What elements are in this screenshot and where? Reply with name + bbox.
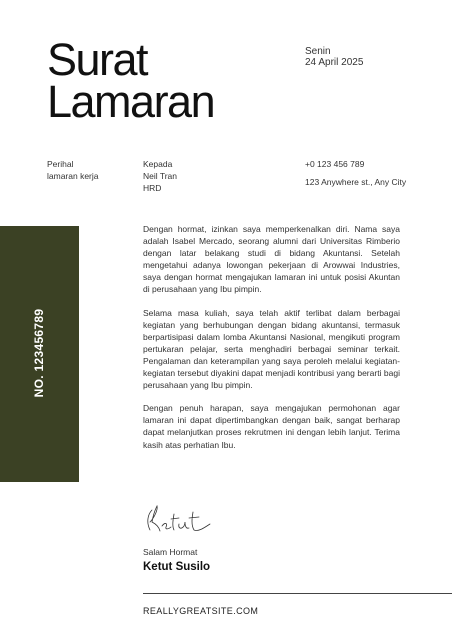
letter-number: NO. 123456789 bbox=[32, 308, 46, 398]
subject-value: lamaran kerja bbox=[47, 171, 99, 181]
title-line-1: Surat bbox=[47, 34, 148, 85]
contact-phone: +0 123 456 789 bbox=[305, 159, 365, 169]
contact-address: 123 Anywhere st., Any City bbox=[305, 177, 407, 187]
page-title bbox=[47, 34, 215, 127]
letter-body bbox=[143, 223, 400, 462]
website-link[interactable]: REALLYGREATSITE.COM bbox=[143, 606, 259, 616]
closing-salutation: Salam Hormat bbox=[143, 547, 198, 557]
recipient-label: Kepada bbox=[143, 159, 173, 169]
date-block bbox=[305, 46, 363, 68]
sender-name: Ketut Susilo bbox=[143, 561, 211, 573]
subject-label: Perihal bbox=[47, 159, 74, 169]
signature bbox=[138, 500, 218, 536]
recipient-block bbox=[143, 158, 177, 194]
subject-block bbox=[47, 158, 99, 182]
date-value: 24 April 2025 bbox=[305, 57, 364, 68]
body-paragraph-3: Dengan penuh harapan, saya mengajukan permohonan agar lamaran ini dapat dipertimbangkan dengan baik, sangat berharap dapat melanjutkan proses rekrutmen ini dengan lebih lanjut. Terima kasih atas perhatian Ibu. bbox=[143, 403, 400, 450]
date-day: Senin bbox=[305, 46, 331, 57]
recipient-role: HRD bbox=[143, 183, 162, 193]
recipient-name: Neil Tran bbox=[143, 171, 178, 181]
footer-divider bbox=[143, 593, 452, 594]
title-line-2: Lamaran bbox=[47, 76, 215, 127]
contact-block bbox=[305, 158, 415, 188]
body-paragraph-2: Selama masa kuliah, saya telah aktif terlibat dalam berbagai kegiatan yang berhubungan dengan bidang akuntansi, termasuk berpartisipasi dalam lomba Akuntansi Nasional, mengikuti program pertukaran pelajar, serta menghadiri berbagai seminar terkait. Pengalaman dan keterampilan yang saya peroleh melalui kegiatan-kegiatan tersebut diyakini dapat menjadi kontribusi yang berarti bagi perusahaan yang Ibu pimpin. bbox=[143, 307, 400, 391]
body-paragraph-1: Dengan hormat, izinkan saya memperkenalkan diri. Nama saya adalah Isabel Mercado, seorang alumni dari Universitas Rimberio dengan latar belakang studi di bidang Akuntansi. Setelah mengetahui adanya lowongan pekerjaan di Arowwai Industries, saya dengan hormat mengajukan lamaran ini untuk posisi Akuntan di perusahaan yang Ibu pimpin. bbox=[143, 224, 400, 295]
